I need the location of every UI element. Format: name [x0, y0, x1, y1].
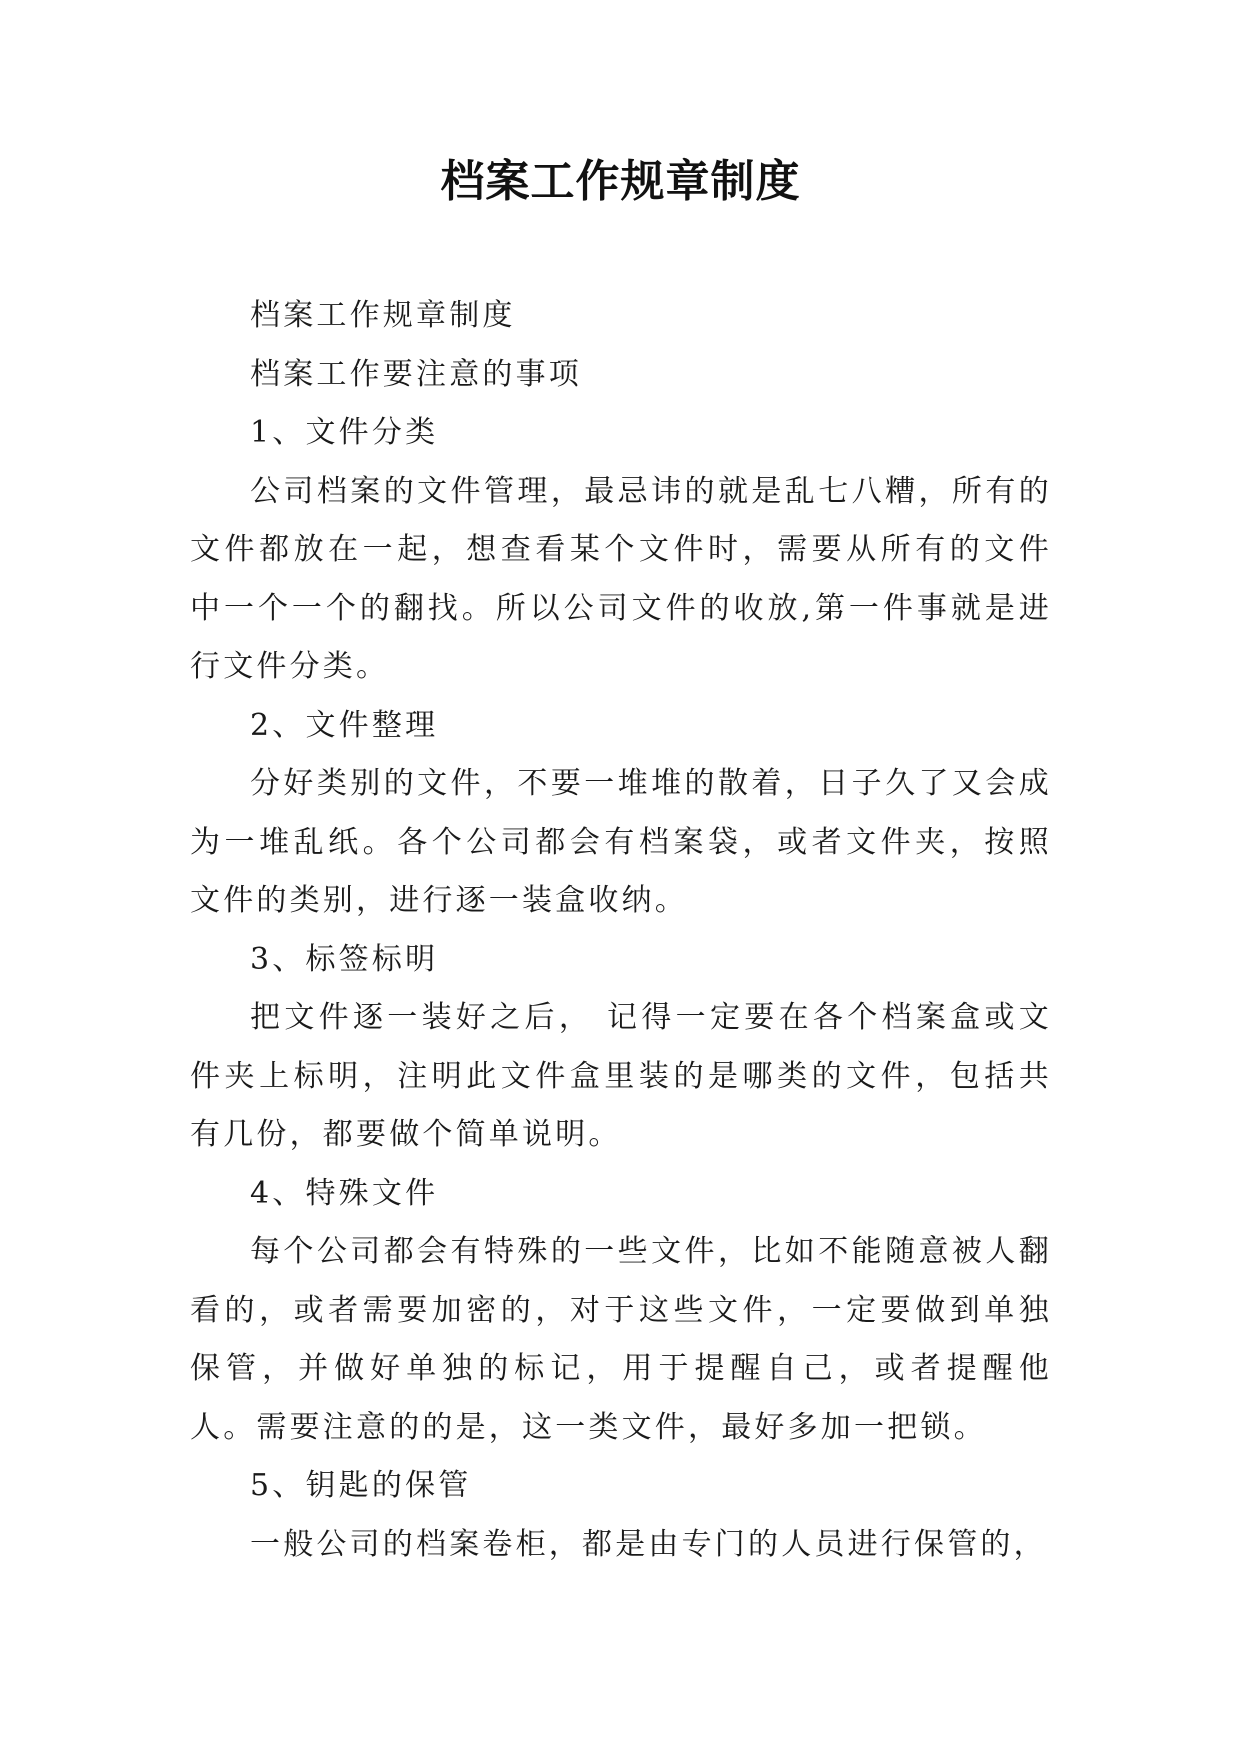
section-heading-5: 5、钥匙的保管 — [250, 1468, 472, 1503]
paragraph-text: 一般公司的档案卷柜，都是由专门的人员进行保管的， — [250, 1526, 1047, 1562]
paragraph-heading: 档案工作规章制度 — [250, 298, 516, 333]
paragraph-text: 每个公司都会有特殊的一些文件，比如不能随意被人翻看的，或者需要加密的，对于这些文件，一定要做到单独保管，并做好单独的标记，用于提醒自己，或者提醒他人。需要注意的的是，这一类文件，最好多加一把锁。 — [190, 1234, 1052, 1445]
section-heading-4: 4、特殊文件 — [250, 1175, 439, 1211]
section-heading-2: 2、文件整理 — [250, 707, 439, 743]
paragraph-text: 把文件逐一装好之后， 记得一定要在各个档案盒或文件夹上标明，注明此文件盒里装的是哪类的文件，包括共有几份，都要做个简单说明。 — [190, 1000, 1052, 1152]
section-heading-3: 3、标签标明 — [250, 941, 439, 977]
paragraph-text: 分好类别的文件，不要一堆堆的散着，日子久了又会成为一堆乱纸。各个公司都会有档案袋，或者文件夹，按照文件的类别，进行逐一装盒收纳。 — [190, 766, 1052, 918]
paragraph-text: 公司档案的文件管理，最忌讳的就是乱七八糟，所有的文件都放在一起，想查看某个文件时，需要从所有的文件中一个一个的翻找。所以公司文件的收放,第一件事就是进行文件分类。 — [190, 473, 1052, 684]
section-heading-1: 1、文件分类 — [250, 415, 439, 450]
document-title: 档案工作规章制度 — [440, 156, 801, 207]
paragraph-subheading: 档案工作要注意的事项 — [250, 356, 582, 392]
document-body — [190, 287, 1052, 1574]
